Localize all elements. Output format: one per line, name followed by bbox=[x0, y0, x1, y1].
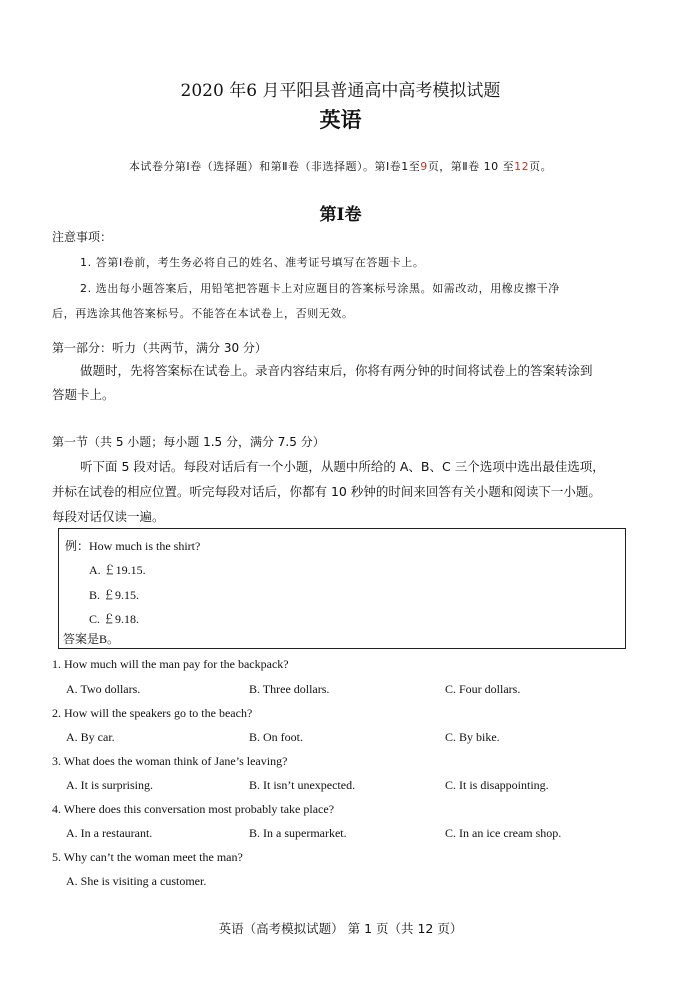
example-option-b: B. ￡9.15. bbox=[89, 588, 140, 602]
q3-option-c: C. It is disappointing. bbox=[445, 778, 549, 792]
intro-page-2: 12 bbox=[514, 160, 530, 173]
part1-desc-line-2: 答题卡上。 bbox=[52, 387, 115, 402]
part1-desc-line-1: 做题时，先将答案标在试卷上。录音内容结束后，你将有两分钟的时间将试卷上的答案转涂到 bbox=[80, 363, 593, 378]
question-5: 5. Why can’t the woman meet the man? bbox=[52, 850, 243, 864]
q2-option-a: A. By car. bbox=[66, 730, 115, 744]
volume-heading: 第Ⅰ卷 bbox=[319, 205, 362, 225]
example-option-c: C. ￡9.18. bbox=[89, 612, 140, 626]
subject-title: 英语 bbox=[319, 107, 362, 132]
question-3: 3. What does the woman think of Jane’s leaving? bbox=[52, 754, 288, 768]
q5-option-a: A. She is visiting a customer. bbox=[66, 874, 207, 888]
notice-item-2-line-2: 后，再选涂其他答案标号。不能答在本试卷上，否则无效。 bbox=[52, 307, 354, 320]
q3-option-a: A. It is surprising. bbox=[66, 778, 153, 792]
q4-option-c: C. In an ice cream shop. bbox=[445, 826, 562, 840]
question-1: 1. How much will the man pay for the backpack? bbox=[52, 657, 289, 671]
paper-intro bbox=[0, 158, 681, 174]
q1-option-c: C. Four dollars. bbox=[445, 682, 521, 696]
q4-option-b: B. In a supermarket. bbox=[249, 826, 347, 840]
intro-mid: 页，第Ⅱ卷 10 至 bbox=[427, 160, 515, 173]
example-option-a: A. ￡19.15. bbox=[89, 563, 146, 577]
q2-option-b: B. On foot. bbox=[249, 730, 303, 744]
q1-option-a: A. Two dollars. bbox=[66, 682, 141, 696]
q4-option-a: A. In a restaurant. bbox=[66, 826, 153, 840]
section1-desc-line-3: 每段对话仅读一遍。 bbox=[52, 509, 165, 524]
part1-heading: 第一部分：听力（共两节，满分 30 分） bbox=[52, 341, 267, 355]
notice-heading: 注意事项： bbox=[52, 230, 113, 244]
example-box bbox=[58, 528, 626, 649]
intro-post: 页。 bbox=[529, 160, 553, 173]
question-2: 2. How will the speakers go to the beach? bbox=[52, 706, 253, 720]
section1-desc-line-1: 听下面 5 段对话。每段对话后有一个小题，从题中所给的 A、B、C 三个选项中选出最佳选项， bbox=[80, 459, 605, 474]
question-4: 4. Where does this conversation most probably take place? bbox=[52, 802, 335, 816]
example-answer: 答案是B。 bbox=[63, 632, 120, 646]
section1-heading: 第一节（共 5 小题；每小题 1.5 分，满分 7.5 分） bbox=[52, 435, 325, 449]
notice-item-1: 1. 答第Ⅰ卷前，考生务必将自己的姓名、准考证号填写在答题卡上。 bbox=[80, 256, 425, 269]
intro-pre: 本试卷分第Ⅰ卷（选择题）和第Ⅱ卷（非选择题）。第Ⅰ卷1至 bbox=[128, 160, 421, 173]
q2-option-c: C. By bike. bbox=[445, 730, 500, 744]
section1-desc-line-2: 并标在试卷的相应位置。听完每段对话后，你都有 10 秒钟的时间来回答有关小题和阅读下一小题。 bbox=[52, 484, 601, 499]
q3-option-b: B. It isn’t unexpected. bbox=[249, 778, 356, 792]
page-footer: 英语（高考模拟试题） 第 1 页（共 12 页） bbox=[218, 921, 463, 936]
intro-page-1: 9 bbox=[420, 160, 428, 173]
example-question: 例：How much is the shirt? bbox=[65, 539, 201, 553]
q1-option-b: B. Three dollars. bbox=[249, 682, 330, 696]
exam-title: 2020 年6 月平阳县普通高中高考模拟试题 bbox=[180, 81, 501, 101]
notice-item-2-line-1: 2. 选出每小题答案后，用铅笔把答题卡上对应题目的答案标号涂黑。如需改动，用橡皮擦干净 bbox=[80, 282, 560, 295]
